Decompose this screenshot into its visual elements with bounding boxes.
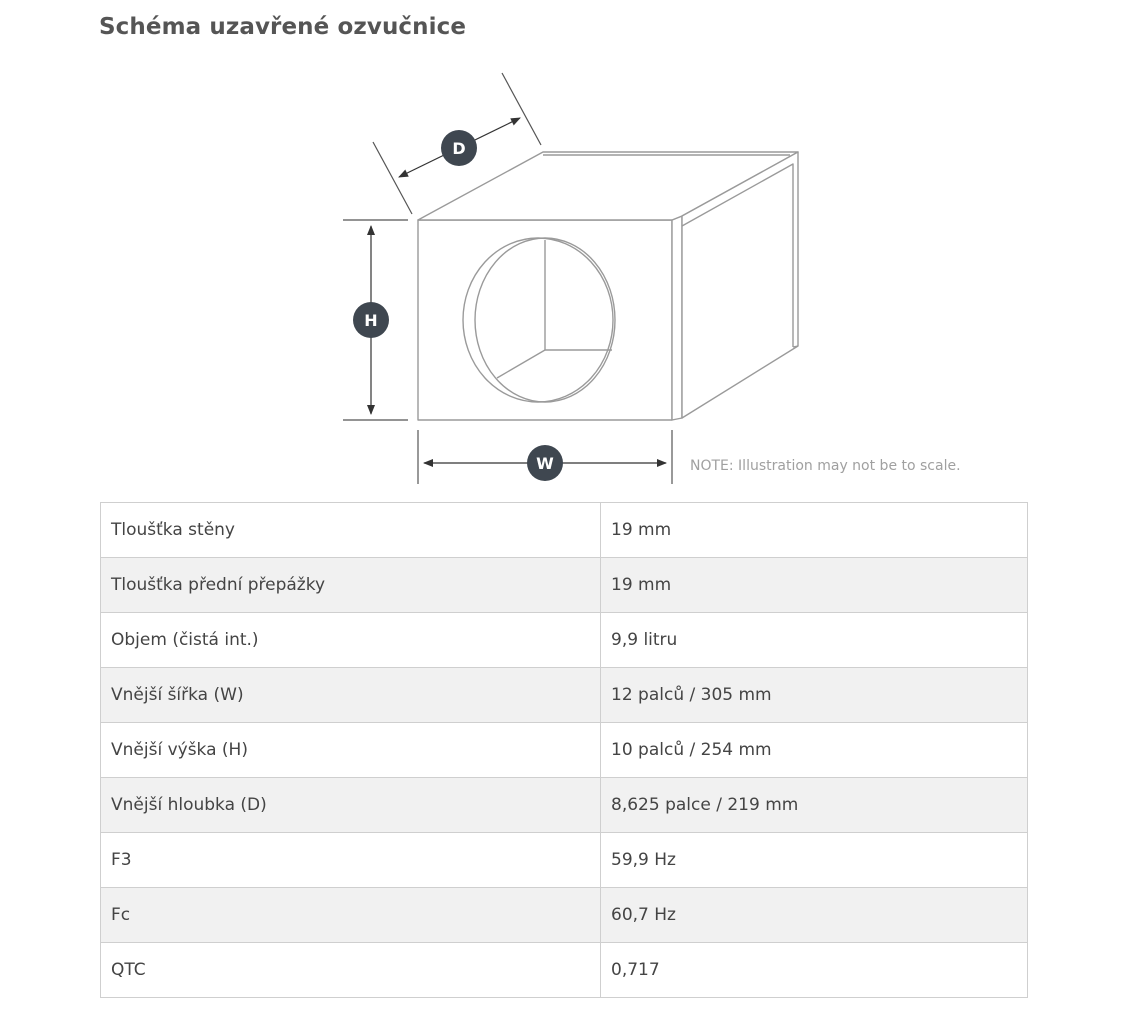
table-row (101, 558, 1028, 613)
enclosure-diagram (0, 0, 1137, 500)
spec-label: Tloušťka přední přepážky (101, 558, 601, 613)
spec-value: 19 mm (601, 558, 1028, 613)
height-badge-label: H (364, 311, 378, 330)
spec-value: 60,7 Hz (601, 888, 1028, 943)
depth-badge-label: D (452, 139, 466, 158)
spec-value: 59,9 Hz (601, 833, 1028, 888)
enclosure-box-drawing (418, 152, 798, 420)
spec-value: 19 mm (601, 503, 1028, 558)
height-dimension (343, 220, 408, 420)
spec-label: Vnější hloubka (D) (101, 778, 601, 833)
width-dimension (418, 430, 672, 484)
page-title: Schéma uzavřené ozvučnice (99, 14, 467, 40)
width-badge-label: W (536, 454, 554, 473)
spec-label: Tloušťka stěny (101, 503, 601, 558)
table-row (101, 503, 1028, 558)
spec-label: QTC (101, 943, 601, 998)
spec-value: 0,717 (601, 943, 1028, 998)
spec-label: Vnější výška (H) (101, 723, 601, 778)
spec-value: 12 palců / 305 mm (601, 668, 1028, 723)
table-row (101, 668, 1028, 723)
table-row (101, 613, 1028, 668)
table-row (101, 943, 1028, 998)
table-row (101, 888, 1028, 943)
spec-value: 9,9 litru (601, 613, 1028, 668)
table-row (101, 723, 1028, 778)
scale-note: NOTE: Illustration may not be to scale. (690, 458, 961, 474)
spec-label: Fc (101, 888, 601, 943)
spec-label: Vnější šířka (W) (101, 668, 601, 723)
spec-value: 10 palců / 254 mm (601, 723, 1028, 778)
specs-table (100, 502, 1028, 998)
table-row (101, 778, 1028, 833)
spec-value: 8,625 palce / 219 mm (601, 778, 1028, 833)
spec-label: F3 (101, 833, 601, 888)
spec-label: Objem (čistá int.) (101, 613, 601, 668)
table-row (101, 833, 1028, 888)
